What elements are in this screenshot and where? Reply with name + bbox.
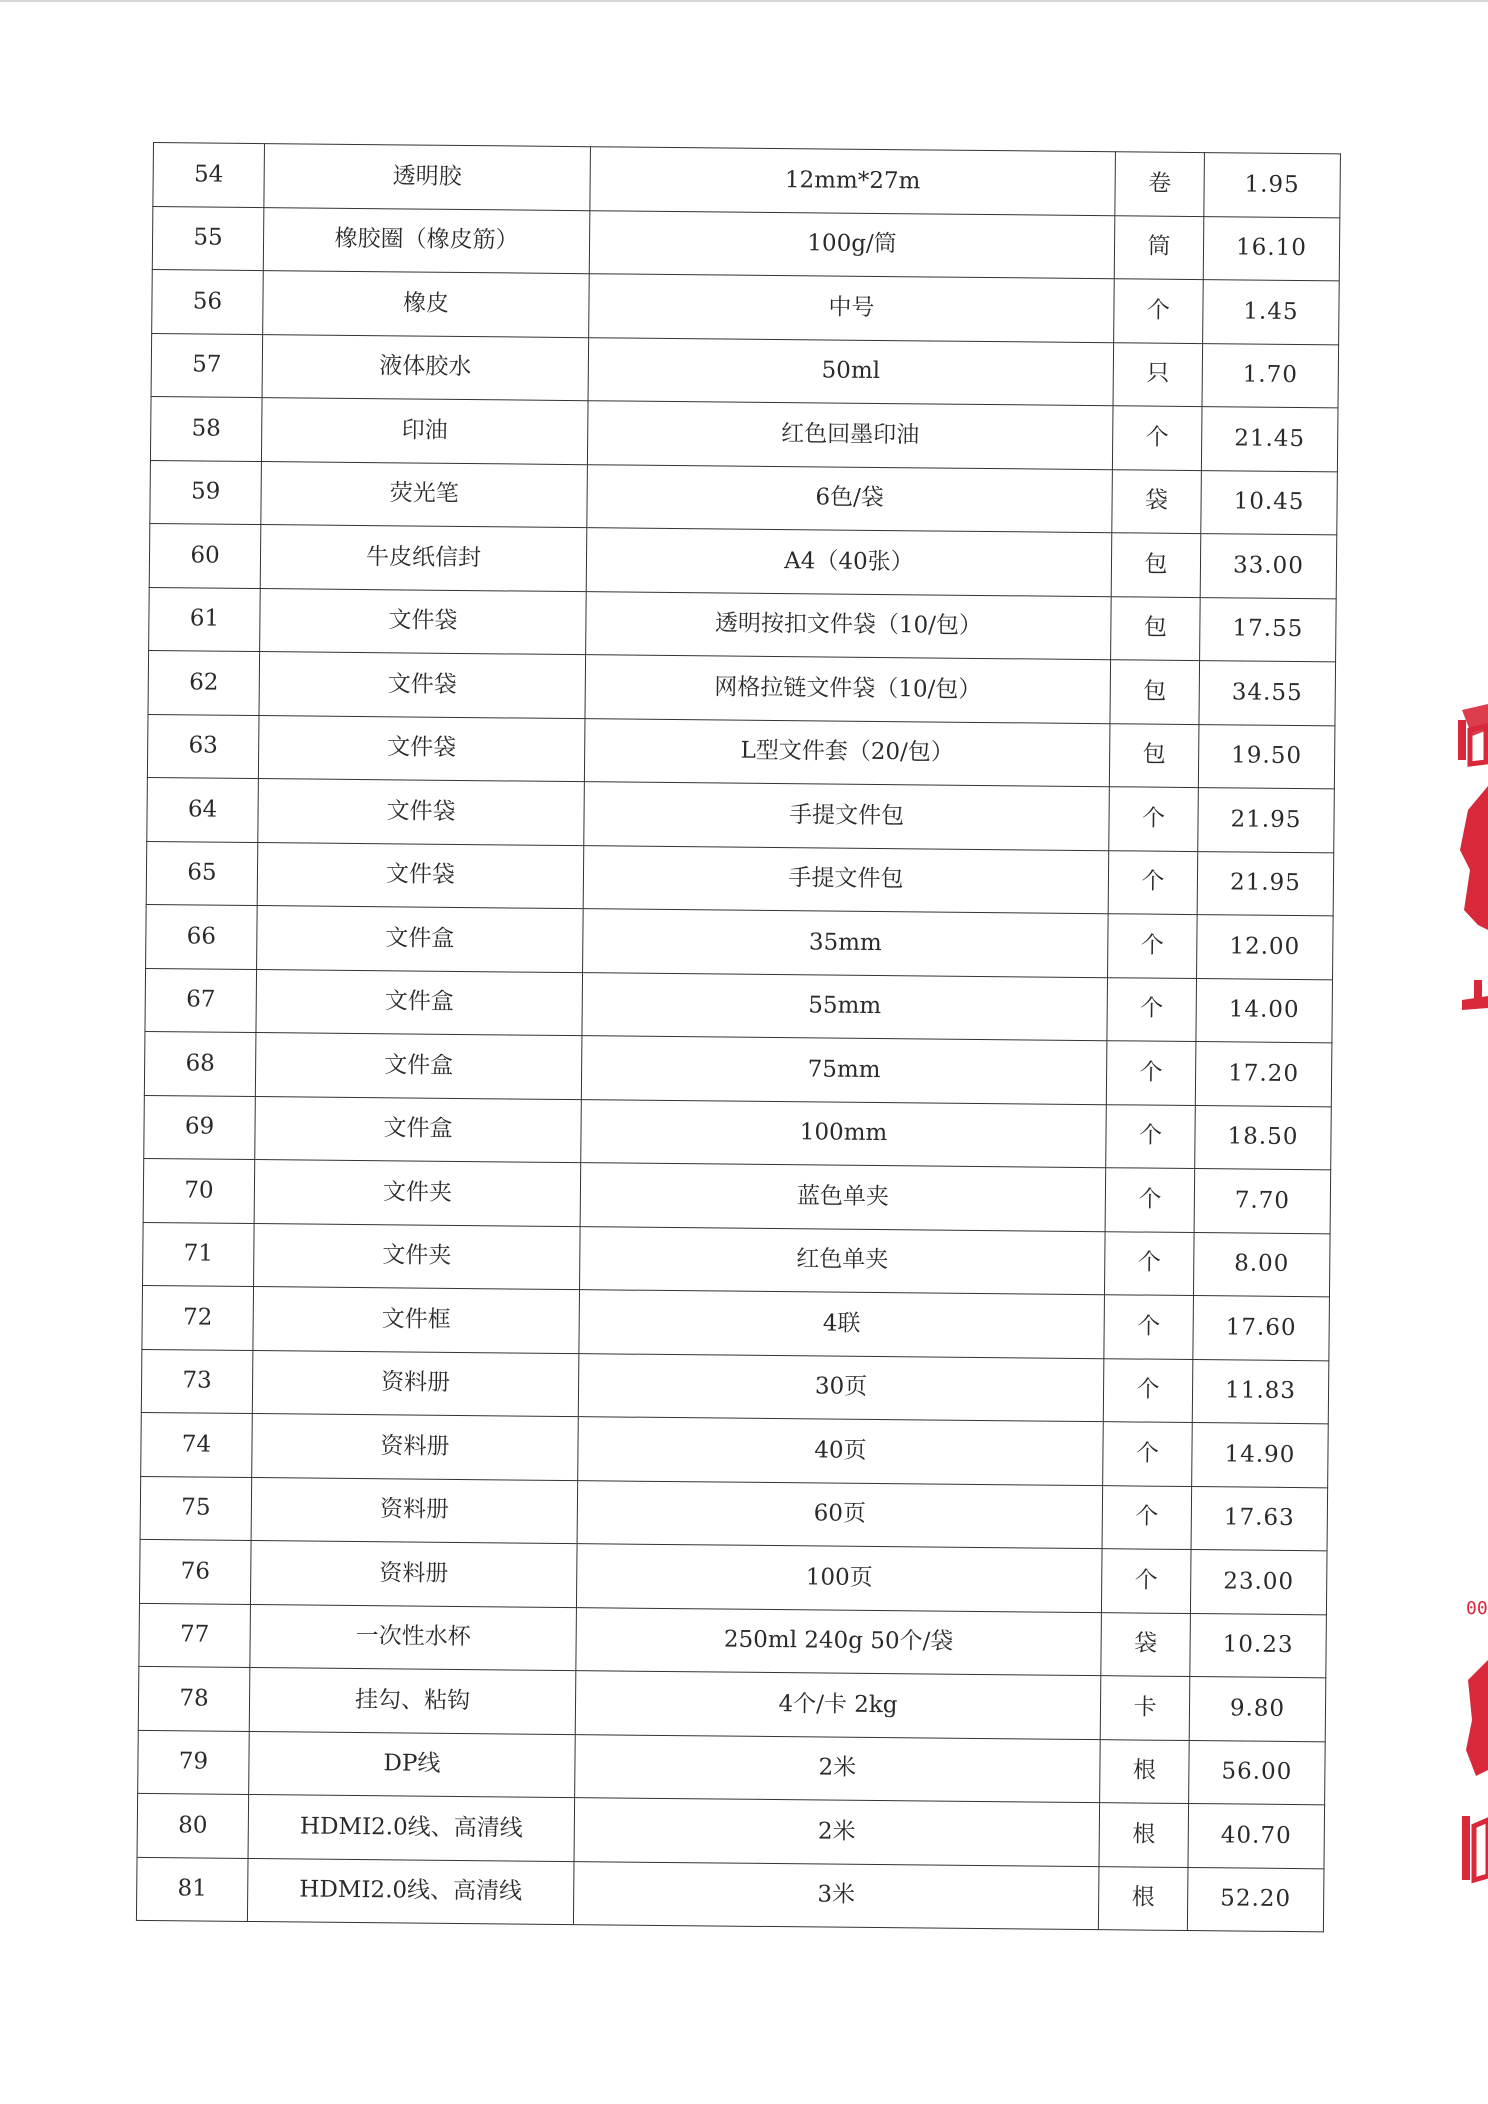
item-unit-cell: 只 <box>1113 342 1203 406</box>
item-number-cell: 58 <box>150 396 262 461</box>
item-unit-cell: 根 <box>1099 1803 1189 1867</box>
item-price-cell: 52.20 <box>1187 1867 1324 1932</box>
item-number-cell: 74 <box>141 1412 253 1477</box>
item-spec-cell: 网格拉链文件袋（10/包） <box>585 655 1111 724</box>
item-price-cell: 17.63 <box>1191 1486 1328 1551</box>
item-price-cell: 11.83 <box>1192 1359 1329 1424</box>
item-unit-cell: 个 <box>1108 914 1198 978</box>
item-name-cell: DP线 <box>249 1731 576 1798</box>
item-name-cell: 荧光笔 <box>261 461 588 528</box>
item-spec-cell: A4（40张） <box>586 528 1112 597</box>
table-row <box>138 1666 1326 1741</box>
item-unit-cell: 个 <box>1109 787 1199 851</box>
item-number-cell: 68 <box>144 1031 256 1096</box>
item-spec-cell: 55mm <box>582 972 1108 1041</box>
seal-stamp-upper <box>1448 690 1488 1030</box>
item-price-cell: 14.90 <box>1192 1423 1329 1488</box>
item-name-cell: 文件夹 <box>254 1160 581 1227</box>
item-number-cell: 63 <box>147 714 259 779</box>
item-unit-cell: 根 <box>1098 1866 1188 1930</box>
price-table <box>136 142 1341 1932</box>
item-number-cell: 70 <box>143 1158 255 1223</box>
item-number-cell: 76 <box>139 1539 251 1604</box>
item-number-cell: 54 <box>153 143 265 208</box>
item-name-cell: 资料册 <box>252 1350 579 1417</box>
price-table-body <box>136 143 1340 1932</box>
item-number-cell: 67 <box>145 968 257 1033</box>
item-number-cell: 60 <box>149 523 261 588</box>
item-spec-cell: 50ml <box>588 337 1114 406</box>
item-spec-cell: 40页 <box>578 1417 1104 1486</box>
item-spec-cell: 手提文件包 <box>583 845 1109 914</box>
item-name-cell: HDMI2.0线、高清线 <box>247 1858 574 1925</box>
item-name-cell: 挂勾、粘钩 <box>249 1668 576 1735</box>
item-spec-cell: 75mm <box>581 1036 1107 1105</box>
item-price-cell: 21.95 <box>1197 851 1334 916</box>
item-price-cell: 21.45 <box>1201 407 1338 472</box>
item-price-cell: 12.00 <box>1197 915 1334 980</box>
table-row <box>143 1158 1331 1233</box>
table-row <box>153 143 1341 218</box>
item-price-cell: 18.50 <box>1195 1105 1332 1170</box>
item-price-cell: 10.23 <box>1190 1613 1327 1678</box>
table-row <box>145 968 1333 1043</box>
item-spec-cell: 4联 <box>579 1290 1105 1359</box>
item-spec-cell: 红色单夹 <box>580 1226 1106 1295</box>
item-unit-cell: 根 <box>1100 1739 1190 1803</box>
item-unit-cell: 个 <box>1103 1422 1193 1486</box>
item-number-cell: 72 <box>142 1285 254 1350</box>
item-spec-cell: 12mm*27m <box>590 147 1116 216</box>
table-row <box>150 460 1338 535</box>
item-spec-cell: 250ml 240g 50个/袋 <box>576 1607 1102 1676</box>
item-name-cell: 液体胶水 <box>262 334 589 401</box>
item-number-cell: 71 <box>143 1222 255 1287</box>
item-spec-cell: 中号 <box>589 274 1115 343</box>
table-row <box>137 1793 1325 1868</box>
item-name-cell: 资料册 <box>252 1414 579 1481</box>
item-number-cell: 80 <box>137 1793 249 1858</box>
item-number-cell: 62 <box>148 650 260 715</box>
item-name-cell: 资料册 <box>251 1477 578 1544</box>
item-unit-cell: 袋 <box>1101 1612 1191 1676</box>
item-price-cell: 17.60 <box>1193 1296 1330 1361</box>
item-number-cell: 79 <box>138 1730 250 1795</box>
item-unit-cell: 包 <box>1109 723 1199 787</box>
item-price-cell: 9.80 <box>1189 1677 1326 1742</box>
item-price-cell: 21.95 <box>1198 788 1335 853</box>
item-spec-cell: 6色/袋 <box>587 464 1113 533</box>
item-spec-cell: 红色回墨印油 <box>587 401 1113 470</box>
item-price-cell: 1.70 <box>1202 343 1339 408</box>
table-row <box>141 1412 1329 1487</box>
item-number-cell: 75 <box>140 1476 252 1541</box>
item-price-cell: 34.55 <box>1199 661 1336 726</box>
table-row <box>144 1095 1332 1170</box>
item-price-cell: 56.00 <box>1189 1740 1326 1805</box>
item-number-cell: 69 <box>144 1095 256 1160</box>
item-unit-cell: 个 <box>1104 1231 1194 1295</box>
item-name-cell: 透明胶 <box>264 144 591 211</box>
item-price-cell: 33.00 <box>1200 534 1337 599</box>
svg-text:00: 00 <box>1466 1598 1488 1619</box>
item-number-cell: 66 <box>146 904 258 969</box>
item-spec-cell: 30页 <box>578 1353 1104 1422</box>
item-price-cell: 16.10 <box>1203 216 1340 281</box>
item-name-cell: 文件袋 <box>258 779 585 846</box>
table-row <box>143 1222 1331 1297</box>
item-number-cell: 64 <box>147 777 259 842</box>
item-spec-cell: 100mm <box>581 1099 1107 1168</box>
seal-partial-number <box>1466 1598 1488 1619</box>
item-name-cell: 文件盒 <box>256 969 583 1036</box>
item-number-cell: 81 <box>136 1857 248 1922</box>
item-unit-cell: 个 <box>1103 1358 1193 1422</box>
item-number-cell: 78 <box>138 1666 250 1731</box>
item-unit-cell: 个 <box>1102 1485 1192 1549</box>
item-unit-cell: 包 <box>1110 660 1200 724</box>
item-spec-cell: 手提文件包 <box>584 782 1110 851</box>
scan-top-edge <box>0 0 1488 2</box>
item-name-cell: 资料册 <box>250 1541 577 1608</box>
item-name-cell: 文件框 <box>253 1287 580 1354</box>
item-price-cell: 17.20 <box>1195 1042 1332 1107</box>
item-number-cell: 73 <box>141 1349 253 1414</box>
item-spec-cell: 35mm <box>583 909 1109 978</box>
item-unit-cell: 个 <box>1114 279 1204 343</box>
item-spec-cell: 100g/筒 <box>589 210 1115 279</box>
item-unit-cell: 袋 <box>1112 469 1202 533</box>
item-name-cell: 橡胶圈（橡皮筋） <box>263 207 590 274</box>
item-number-cell: 77 <box>139 1603 251 1668</box>
item-spec-cell: 蓝色单夹 <box>580 1163 1106 1232</box>
item-unit-cell: 卷 <box>1115 152 1205 216</box>
table-row <box>142 1285 1330 1360</box>
item-price-cell: 10.45 <box>1201 470 1338 535</box>
item-name-cell: 牛皮纸信封 <box>260 525 587 592</box>
item-spec-cell: 4个/卡 2kg <box>575 1671 1101 1740</box>
item-number-cell: 56 <box>152 269 264 334</box>
item-spec-cell: 2米 <box>575 1734 1101 1803</box>
item-name-cell: 文件袋 <box>257 842 584 909</box>
item-price-cell: 7.70 <box>1194 1169 1331 1234</box>
item-unit-cell: 个 <box>1104 1295 1194 1359</box>
item-name-cell: 橡皮 <box>263 271 590 338</box>
item-unit-cell: 个 <box>1112 406 1202 470</box>
item-price-cell: 1.95 <box>1204 153 1341 218</box>
item-price-cell: 40.70 <box>1188 1804 1325 1869</box>
item-price-cell: 1.45 <box>1203 280 1340 345</box>
item-price-cell: 14.00 <box>1196 978 1333 1043</box>
item-name-cell: 印油 <box>261 398 588 465</box>
item-unit-cell: 卡 <box>1100 1676 1190 1740</box>
item-unit-cell: 个 <box>1101 1549 1191 1613</box>
item-price-cell: 23.00 <box>1190 1550 1327 1615</box>
item-unit-cell: 个 <box>1108 850 1198 914</box>
table-row <box>152 269 1340 344</box>
item-spec-cell: 60页 <box>577 1480 1103 1549</box>
item-spec-cell: 100页 <box>576 1544 1102 1613</box>
table-row <box>149 523 1337 598</box>
item-number-cell: 59 <box>150 460 262 525</box>
item-unit-cell: 个 <box>1106 1041 1196 1105</box>
item-unit-cell: 包 <box>1111 533 1201 597</box>
table-row <box>147 714 1335 789</box>
item-number-cell: 57 <box>151 333 263 398</box>
item-unit-cell: 筒 <box>1114 215 1204 279</box>
item-unit-cell: 个 <box>1106 1104 1196 1168</box>
price-table-container <box>136 142 1341 1932</box>
item-spec-cell: 3米 <box>573 1861 1099 1930</box>
item-unit-cell: 个 <box>1107 977 1197 1041</box>
item-price-cell: 8.00 <box>1193 1232 1330 1297</box>
item-unit-cell: 个 <box>1105 1168 1195 1232</box>
item-spec-cell: 透明按扣文件袋（10/包） <box>586 591 1112 660</box>
item-name-cell: HDMI2.0线、高清线 <box>248 1794 575 1861</box>
table-row <box>144 1031 1332 1106</box>
table-row <box>147 777 1335 852</box>
item-name-cell: 一次性水杯 <box>250 1604 577 1671</box>
item-spec-cell: L型文件套（20/包） <box>584 718 1110 787</box>
item-name-cell: 文件盒 <box>257 906 584 973</box>
item-name-cell: 文件夹 <box>254 1223 581 1290</box>
item-number-cell: 65 <box>146 841 258 906</box>
table-row <box>146 904 1334 979</box>
table-row <box>140 1476 1328 1551</box>
item-number-cell: 61 <box>149 587 261 652</box>
item-name-cell: 文件盒 <box>255 1096 582 1163</box>
table-row <box>148 650 1336 725</box>
table-row <box>141 1349 1329 1424</box>
item-price-cell: 19.50 <box>1198 724 1335 789</box>
item-unit-cell: 包 <box>1111 596 1201 660</box>
table-row <box>139 1539 1327 1614</box>
item-name-cell: 文件盒 <box>255 1033 582 1100</box>
table-row <box>150 396 1338 471</box>
table-row <box>136 1857 1324 1932</box>
table-row <box>139 1603 1327 1678</box>
table-row <box>146 841 1334 916</box>
item-price-cell: 17.55 <box>1200 597 1337 662</box>
item-name-cell: 文件袋 <box>260 588 587 655</box>
item-spec-cell: 2米 <box>574 1798 1100 1867</box>
table-row <box>138 1730 1326 1805</box>
item-name-cell: 文件袋 <box>258 715 585 782</box>
seal-stamp-lower <box>1448 1580 1488 1900</box>
item-name-cell: 文件袋 <box>259 652 586 719</box>
item-number-cell: 55 <box>152 206 264 271</box>
table-row <box>152 206 1340 281</box>
table-row <box>151 333 1339 408</box>
table-row <box>149 587 1337 662</box>
